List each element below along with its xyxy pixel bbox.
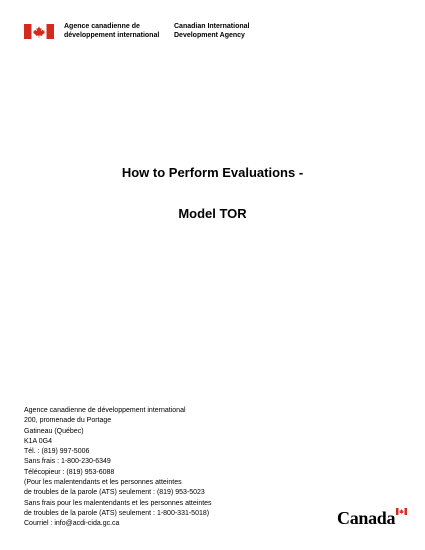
- document-subtitle: Model TOR: [178, 206, 247, 221]
- canada-wordmark-flag-icon: [396, 508, 407, 515]
- contact-line: (Pour les malentendants et les personnes atteintes: [24, 479, 182, 487]
- agency-header: [24, 22, 284, 44]
- contact-line: 200, promenade du Portage: [24, 417, 112, 425]
- contact-line: de troubles de la parole (ATS) seulement : 1-800-331-5018): [24, 509, 210, 517]
- agency-fr-line1: Agence canadienne de: [64, 23, 140, 30]
- wordmark-text: Canada: [337, 508, 396, 528]
- contact-line: Sans frais pour les malentendants et les personnes atteintes: [24, 499, 212, 507]
- contact-line: Gatineau (Québec): [24, 427, 84, 435]
- canada-wordmark: [337, 508, 407, 530]
- agency-fr-line2: développement international: [64, 32, 160, 39]
- contact-line: Tél. : (819) 997-5006: [24, 448, 90, 456]
- contact-line: K1A 0G4: [24, 437, 53, 445]
- contact-line: Télécopieur : (819) 953-6088: [24, 468, 115, 476]
- contact-email-line: Courriel : info@acdi-cida.gc.ca: [24, 520, 120, 528]
- contact-line: de troubles de la parole (ATS) seulement : (819) 953-5023: [24, 489, 205, 497]
- agency-name-english: [174, 22, 249, 40]
- agency-name-french: [64, 22, 159, 40]
- document-title: How to Perform Evaluations -: [121, 165, 304, 180]
- agency-en-line1: Canadian International: [174, 23, 250, 30]
- canada-flag-icon: [24, 24, 54, 39]
- agency-en-line2: Development Agency: [174, 32, 245, 39]
- contact-block: [24, 406, 212, 530]
- contact-line: Agence canadienne de développement international: [24, 407, 186, 414]
- contact-line: Sans frais : 1-800-230-6349: [24, 458, 111, 466]
